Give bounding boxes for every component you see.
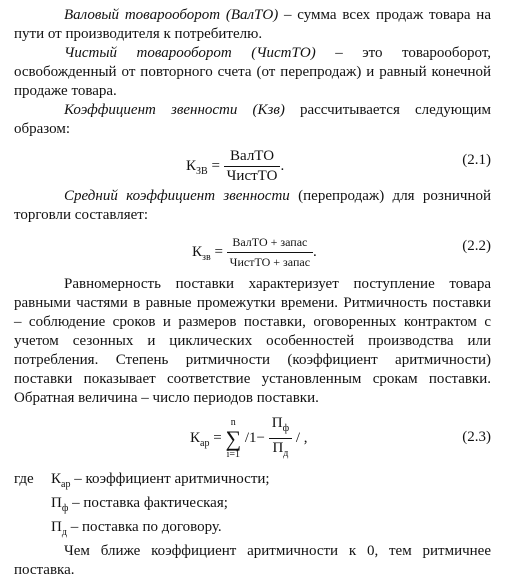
legend-where-word: где xyxy=(14,471,34,487)
legend-item-2: $П_ф$ – поставка фактическая; xyxy=(51,495,228,514)
eq3-numerator: $П_ф$ xyxy=(269,414,292,439)
term-average-link-coefficient: Средний коэффициент звенности xyxy=(64,188,290,204)
eq3-lhs: К xyxy=(190,429,201,446)
equation-2-3 xyxy=(14,412,491,466)
equation-2-2-body: $К_{зв}$ = $\frac{\text{ВалТО + запас}}{\text{ЧистТО + запас}}$ . xyxy=(192,233,317,272)
term-link-coefficient: Коэффициент звенности (Кзв) xyxy=(64,102,285,118)
eq3-sum-top: n xyxy=(230,416,236,428)
paragraph-average-link-coefficient xyxy=(14,187,491,225)
eq3-lhs-sub: ар xyxy=(200,437,210,449)
definition-net-turnover: – это товарооборот, освобожденный от повторного счета (от перепродаж) и равный конечной продаже товара. xyxy=(14,45,492,99)
definition-link-coefficient: рассчитывается следующим образом: xyxy=(14,102,491,137)
eq1-fraction xyxy=(224,147,281,186)
definition-gross-turnover: – сумма всех продаж товара на пути от производителя к потребителю. xyxy=(14,7,491,42)
eq2-denominator: ЧистТО + запас xyxy=(229,255,311,269)
eq3-tail: / , xyxy=(295,429,308,446)
eq2-lhs: К xyxy=(192,243,203,260)
eq2-lhs-sub: зв xyxy=(202,251,211,263)
eq3-sum xyxy=(225,418,241,460)
sigma-icon: ∑ xyxy=(225,425,242,451)
equation-2-1-body: $К_{ЗВ}$ = $\frac{\text{ВалТО}}{\text{ЧистТО}}$ . xyxy=(186,148,285,184)
equation-2-2 xyxy=(14,231,491,271)
paragraph-conclusion: Чем ближе коэффициент аритмичности к 0, тем ритмичнее поставка. xyxy=(14,543,491,578)
paragraph-rhythm: Равномерность поставки характеризует поступление товара равными частями в равные промежутки времени. Ритмичность поставки – соблюдение сроков и размеров поставки, оговоренных контрактом с учетом сезонных и циклических особенностей производства или потребления. Степень ритмичности (коэффициент аритмичности) поставки показывает соответствие установленным срокам поставки. Обратная величина – число периодов поставки. xyxy=(14,276,491,406)
eq2-fraction xyxy=(227,233,313,272)
legend-row xyxy=(14,518,491,542)
equation-2-3-body: $К_{ар}$ = n ∑ i=1 /1− $\frac{П_ф}{П_д}$ / , xyxy=(190,414,308,463)
legend-row xyxy=(14,470,491,494)
paragraph-net-turnover xyxy=(14,44,491,101)
term-net-turnover: Чистый товарооборот (ЧистТО) xyxy=(64,45,316,61)
legend-item-3: $П_д$ – поставка по договору. xyxy=(51,519,222,538)
eq1-number: (2.1) xyxy=(462,152,491,168)
eq2-number: (2.2) xyxy=(462,238,491,254)
eq1-lhs-sub: ЗВ xyxy=(196,165,208,177)
eq3-inner: /1− xyxy=(244,429,266,446)
eq2-numerator: ВалТО + запас xyxy=(227,233,313,253)
legend-row xyxy=(14,494,491,518)
eq1-denominator: ЧистТО xyxy=(226,168,278,184)
eq3-fraction xyxy=(269,414,292,463)
equation-2-1 xyxy=(14,145,491,183)
eq1-numerator: ВалТО xyxy=(224,147,281,167)
eq3-denominator: $П_д$ xyxy=(272,440,289,459)
definition-average-link-coefficient: (перепродаж) для розничной торговли составляет: xyxy=(14,188,491,223)
legend-where xyxy=(14,470,491,542)
eq1-lhs: К xyxy=(186,157,197,174)
eq3-number: (2.3) xyxy=(462,429,491,445)
paragraph-gross-turnover xyxy=(14,6,491,44)
term-gross-turnover: Валовый товарооборот (ВалТО) xyxy=(64,7,279,23)
eq3-sum-bottom: i=1 xyxy=(226,448,240,460)
paragraph-link-coefficient xyxy=(14,101,491,139)
legend-item-1: $К_{ар}$ – коэффициент аритмичности; xyxy=(51,471,270,490)
